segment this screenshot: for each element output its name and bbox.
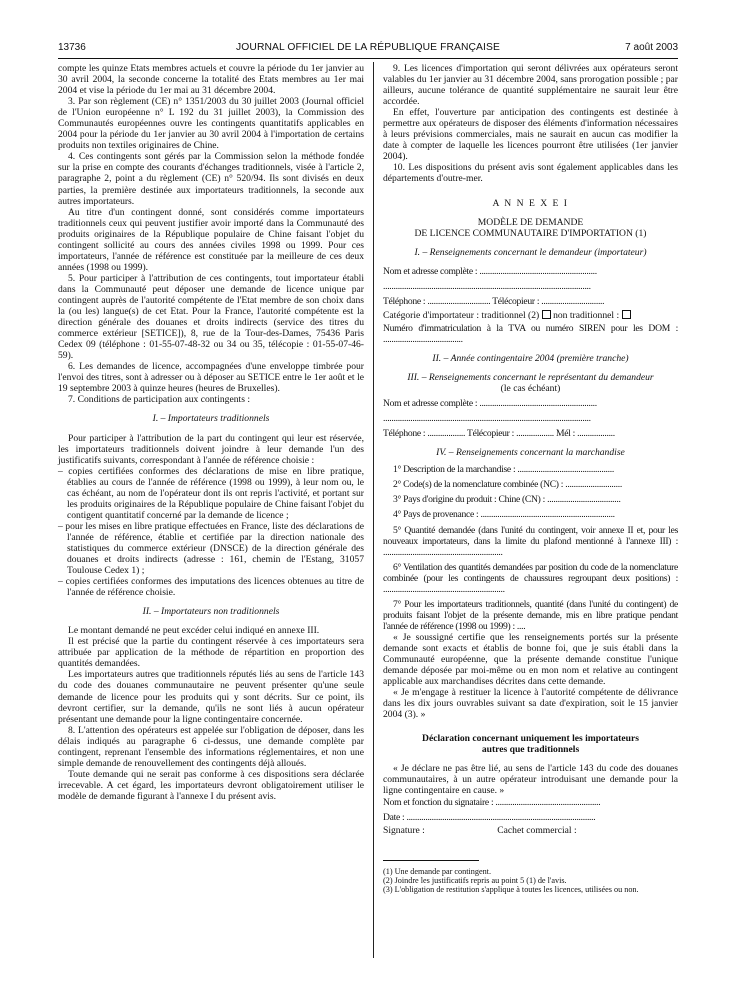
paragraph: 10. Les dispositions du présent avis sont également applicables dans les départements d'outre-mer. <box>383 162 678 185</box>
stamp-label: Cachet commercial : <box>497 824 577 836</box>
model-title: MODÈLE DE DEMANDE <box>477 216 584 228</box>
form-item: 2° Code(s) de la nomenclature combinée (NC) : ........................... <box>393 479 622 491</box>
journal-title: JOURNAL OFFICIEL DE LA RÉPUBLIQUE FRANÇAISE <box>236 42 500 53</box>
form-section-heading: III. – Renseignements concernant le représentant du demandeur <box>407 372 654 384</box>
form-item: 5° Quantité demandée (dans l'unité du contingent, voir annexe II et, pour les nouveaux importateurs, dans la limite du plafond mentionné à l'annexe III) : ......................................................... <box>383 524 678 558</box>
form-item: 7° Pour les importateurs traditionnels, quantité (dans l'unité du contingent) de produits faisant l'objet de la présente demande, mis en libre pratique pendant l'année de référence (1998 ou 1999) : .... <box>383 598 678 632</box>
declaration-heading: Déclaration concernant uniquement les importateurs <box>422 733 639 745</box>
form-item: 4° Pays de provenance : ................................................................ <box>393 509 615 521</box>
paragraph: Pour participer à l'attribution de la part du contingent qui leur est réservée, les importateurs traditionnels doivent joindre à leur demande l'un des justificatifs suivants, correspondant à l'année de référence choisie : <box>58 432 364 466</box>
column-divider <box>373 62 374 958</box>
certification-text: « Je soussigné certifie que les renseignements portés sur la présente demande sont exacts et établis de bonne foi, que je suis établi dans la Communauté européenne, que la présente demande constitue l'unique demande déposée par moi-même ou en mon nom et relative au contingent applicable aux marchandises décrites dans cette demande. <box>383 631 678 688</box>
form-field <box>383 310 678 321</box>
model-subtitle: DE LICENCE COMMUNAUTAIRE D'IMPORTATION (1) <box>414 227 647 239</box>
footnote: (3) L'obligation de restitution s'applique à toutes les licences, utilisées ou non. <box>383 885 639 895</box>
paragraph: Toute demande qui ne serait pas conforme à ces dispositions sera déclarée irrecevable. A cet égard, les importateurs devront obligatoirement utiliser le modèle de demande figurant à l'annexe I du présent avis. <box>58 768 364 802</box>
form-section-heading: II. – Année contingentaire 2004 (première tranche) <box>432 352 629 364</box>
header-rule <box>58 58 678 59</box>
form-field: Nom et adresse complète : ........................................................ <box>383 265 597 277</box>
paragraph: Il est précisé que la partie du contingent réservée à ces importateurs sera attribuée par application de la méthode de répartition en proportion des quantités demandées. <box>58 636 364 670</box>
declaration-text: « Je déclare ne pas être lié, au sens de l'article 143 du code des douanes communautaires, à un autre opérateur introduisant une demande pour la ligne contingentaire en cause. » <box>383 763 678 797</box>
paragraph: 5. Pour participer à l'attribution de ces contingents, tout importateur établi dans la Communauté peut déposer une demande de licence unique par contingent auprès de l'autorité compétente de l'Etat membre de son choix dans la (ou les) langue(s) de cet Etat. Pour la France, l'autorité compétente est la direction générale des douanes et droits indirects (service des titres du commerce extérieur [SETICE]), 8, rue de la Tour-des-Dames, 75436 Paris Cedex 09 (téléphone : 01-55-07-48-32 ou 34 ou 35, télécopie : 01-55-07-46-59). <box>58 272 364 362</box>
right-column <box>383 63 678 895</box>
form-section-heading: I. – Renseignements concernant le demandeur (importateur) <box>414 246 647 258</box>
form-field: ................................................................................................... <box>383 413 591 425</box>
signature-label: Signature : <box>383 824 425 836</box>
annex-title: A N N E X E I <box>492 197 569 209</box>
form-item: 1° Description de la marchandise : .............................................. <box>393 464 614 476</box>
form-field: Date : .......................................................................................... <box>383 811 596 823</box>
form-field: Nom et adresse complète : ........................................................ <box>383 398 597 410</box>
paragraph: 4. Ces contingents sont gérés par la Commission selon la méthode fondée sur la prise en compte des courants d'échanges traditionnels, visée à l'article 2, paragraphe 2, point a du règlement (CE) n° 520/94. Ils sont divisés en deux parties, la première destinée aux importateurs traditionnels, la seconde aux autres importateurs. <box>58 151 364 207</box>
category-non-traditional-label: non traditionnel : <box>553 309 620 321</box>
form-item: 6° Ventilation des quantités demandées par position du code de la nomenclature combinée (pour les contingents de chaussures regroupant deux positions) : .......................................................... <box>383 561 678 595</box>
paragraph: En effet, l'ouverture par anticipation des contingents est destinée à permettre aux opérateurs de disposer des éléments d'information nécessaires à leurs prévisions commerciales, mais ne saurait en aucun cas modifier la date à compter de laquelle les licences pourront être utilisées (1er janvier 2004). <box>383 107 678 163</box>
section-heading: II. – Importateurs non traditionnels <box>142 606 280 618</box>
form-section-heading: IV. – Renseignements concernant la marchandise <box>436 447 625 459</box>
category-traditional-label: Catégorie d'importateur : traditionnel (2) <box>383 309 540 321</box>
form-field: Téléphone : .............................. Télécopieur : .............................. <box>383 295 605 307</box>
list-item: – copies certifiées conformes des imputations des licences obtenues au titre de l'année de référence choisie. <box>58 576 364 599</box>
paragraph: Le montant demandé ne peut excéder celui indiqué en annexe III. <box>68 625 320 637</box>
form-item: 3° Pays d'origine du produit : Chine (CN) : ................................... <box>393 494 621 506</box>
footnote-rule <box>383 860 479 861</box>
paragraph: 3. Par son règlement (CE) n° 1351/2003 du 30 juillet 2003 (Journal officiel de l'Union européenne n° L 192 du 31 juillet 2003), la Commission des Communautés européennes ouvre les contingents quantitatifs applicables en 2004 pour la période du 1er janvier au 30 avril 2004 à l'importation de certains produits non textiles originaires de Chine. <box>58 96 364 152</box>
left-column <box>58 63 364 802</box>
form-field: Nom et fonction du signataire : .................................................. <box>383 796 601 808</box>
form-section-subheading: (le cas échéant) <box>500 383 561 395</box>
page-number: 13736 <box>58 42 86 53</box>
footnote: (2) Joindre les justificatifs repris au point 5 (1) de l'avis. <box>383 876 567 886</box>
page-header <box>58 42 678 56</box>
declaration-subheading: autres que traditionnels <box>481 744 580 756</box>
footnote: (1) Une demande par contingent. <box>383 866 491 876</box>
form-field: Numéro d'immatriculation à la TVA ou numéro SIREN pour les DOM : ...................................... <box>383 322 678 345</box>
paragraph: compte les quinze Etats membres actuels et couvre la période du 1er janvier au 30 avril 2004, la seconde concerne la totalité des Etats membres au 1er mai 2004 et vise la période du 1er mai au 31 décembre 2004. <box>58 63 364 97</box>
list-item: – copies certifiées conformes des déclarations de mise en libre pratique, établies au cours de l'année de référence (1998 ou 1999), à leur nom ou, le cas échéant, au nom de l'opérateur dont ils ont repris l'activité, et portant sur les produits originaires de la République populaire de Chine faisant l'objet du contigent quantitatif concerné par la demande de licence ; <box>58 465 364 521</box>
undertaking-text: « Je m'engage à restituer la licence à l'autorité compétente de délivrance dans les dix jours ouvrables suivant sa date d'expiration, soit le 15 janvier 2004 (3). » <box>383 687 678 721</box>
paragraph: Au titre d'un contingent donné, sont considérés comme importateurs traditionnels ceux qui peuvent justifier avoir importé dans la Communauté des produits originaires de la République populaire de Chine faisant l'objet du contingent sollicité au cours des années civiles 1998 ou 1999. Pour ces importateurs, l'année de référence est constituée par la meilleure de ces deux années (1998 ou 1999). <box>58 206 364 273</box>
checkbox <box>622 310 631 319</box>
paragraph: 6. Les demandes de licence, accompagnées d'une enveloppe timbrée pour l'envoi des titres, sont à adresser ou à déposer au SETICE entre le 1er août et le 19 septembre 2003 à quinze heures (heures de Bruxelles). <box>58 361 364 395</box>
form-field: ................................................................................................... <box>383 280 591 292</box>
paragraph: 8. L'attention des opérateurs est appelée sur l'obligation de déposer, dans les délais indiqués au paragraphe 6 ci-dessus, une demande complète par contingent, reprenant l'ensemble des informations réglementaires, et non une simple demande de renouvellement des contingents déjà alloués. <box>58 724 364 769</box>
paragraph: Les importateurs autres que traditionnels réputés liés au sens de l'article 143 du code des douanes communautaire ne peuvent présenter qu'une seule demande de licence pour les produits qui y sont décrits. Sur ce point, ils devront certifier, sur la demande, qu'ils ne sont liés à aucun opérateur présentant une demande pour la ligne contingentaire concernée. <box>58 669 364 725</box>
issue-date: 7 août 2003 <box>625 42 678 53</box>
paragraph: 9. Les licences d'importation qui seront délivrées aux opérateurs seront valables du 1er janvier au 31 décembre 2004, sans prorogation possible ; par ailleurs, aucune tolérance de quantité supplémentaire ne saurait leur être accordée. <box>383 63 678 108</box>
list-item: – pour les mises en libre pratique effectuées en France, liste des déclarations de l'année de référence, établie et certifiée par la direction nationale des statistiques du commerce extérieur (DNSCE) de la direction générale des douanes et droits indirects (adresse : 161, chemin de l'Estang, 31057 Toulouse Cedex 1) ; <box>58 520 364 577</box>
paragraph: 7. Conditions de participation aux contingents : <box>68 394 250 406</box>
form-field: Téléphone : .................. Télécopieur : .................. Mél : .................. <box>383 428 615 440</box>
signature-line <box>383 825 678 836</box>
section-heading: I. – Importateurs traditionnels <box>152 413 270 425</box>
checkbox <box>542 310 551 319</box>
